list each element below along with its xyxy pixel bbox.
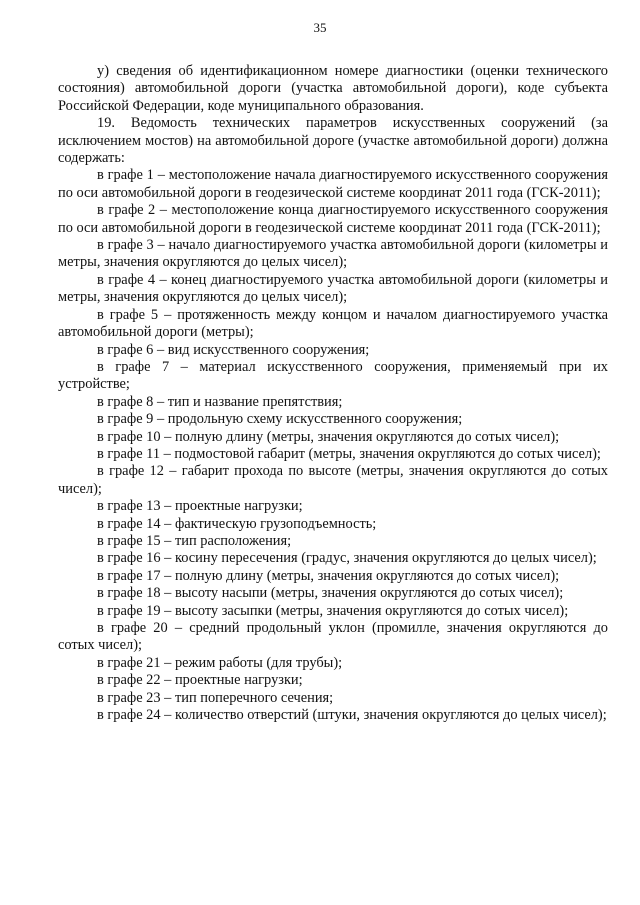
paragraph: в графе 19 – высоту засыпки (метры, значения округляются до сотых чисел); <box>97 602 569 619</box>
paragraph: в графе 9 – продольную схему искусственного сооружения; <box>97 411 463 428</box>
paragraph: в графе 18 – высоту насыпи (метры, значения округляются до сотых чисел); <box>97 585 564 602</box>
page-number: 35 <box>313 20 327 35</box>
paragraph: в графе 7 – материал искусственного сооружения, применяемый при их устройстве; <box>58 358 608 393</box>
paragraph: в графе 10 – полную длину (метры, значения округляются до сотых чисел); <box>97 428 560 445</box>
paragraph: в графе 12 – габарит прохода по высоте (метры, значения округляются до сотых чисел); <box>58 463 608 497</box>
paragraph: в графе 17 – полную длину (метры, значения округляются до сотых чисел); <box>97 567 560 584</box>
paragraph: в графе 24 – количество отверстий (штуки, значения округляются до целых чисел); <box>97 707 607 724</box>
paragraph: в графе 8 – тип и название препятствия; <box>97 393 343 410</box>
paragraph: в графе 16 – косину пересечения (градус, значения округляются до целых чисел); <box>97 550 597 567</box>
document-body <box>58 63 608 724</box>
paragraph: в графе 23 – тип поперечного сечения; <box>97 689 334 706</box>
paragraph: в графе 11 – подмостовой габарит (метры, значения округляются до сотых чисел); <box>97 445 601 462</box>
paragraph: в графе 14 – фактическую грузоподъемность; <box>97 515 377 532</box>
paragraph: в графе 22 – проектные нагрузки; <box>97 672 303 689</box>
paragraph: 19. Ведомость технических параметров искусственных сооружений (за исключением мостов) на автомобильной дороге (участке автомобильной дороги) должна содержать: <box>58 115 608 167</box>
paragraph: в графе 3 – начало диагностируемого участка автомобильной дороги (километры и метры, значения округляются до целых чисел); <box>58 237 608 271</box>
paragraph: в графе 13 – проектные нагрузки; <box>97 498 303 515</box>
paragraph: в графе 2 – местоположение конца диагностируемого искусственного сооружения по оси автомобильной дороги в геодезической системе координат 2011 года (ГСК-2011); <box>58 202 608 236</box>
paragraph: в графе 5 – протяженность между концом и началом диагностируемого участка автомобильной дороги (метры); <box>58 306 608 341</box>
paragraph: в графе 4 – конец диагностируемого участка автомобильной дороги (километры и метры, значения округляются до целых чисел); <box>58 271 608 306</box>
paragraph: в графе 15 – тип расположения; <box>97 532 292 549</box>
paragraph: у) сведения об идентификационном номере диагностики (оценки технического состояния) автомобильной дороги (участка автомобильной дороги), коде субъекта Российской Федерации, коде муниципального образования. <box>58 63 608 114</box>
paragraph: в графе 21 – режим работы (для трубы); <box>97 654 343 671</box>
paragraph: в графе 20 – средний продольный уклон (промилле, значения округляются до сотых чисел); <box>58 620 608 654</box>
paragraph: в графе 6 – вид искусственного сооружения; <box>97 341 370 358</box>
paragraph: в графе 1 – местоположение начала диагностируемого искусственного сооружения по оси автомобильной дороги в геодезической системе координат 2011 года (ГСК-2011); <box>58 167 608 201</box>
